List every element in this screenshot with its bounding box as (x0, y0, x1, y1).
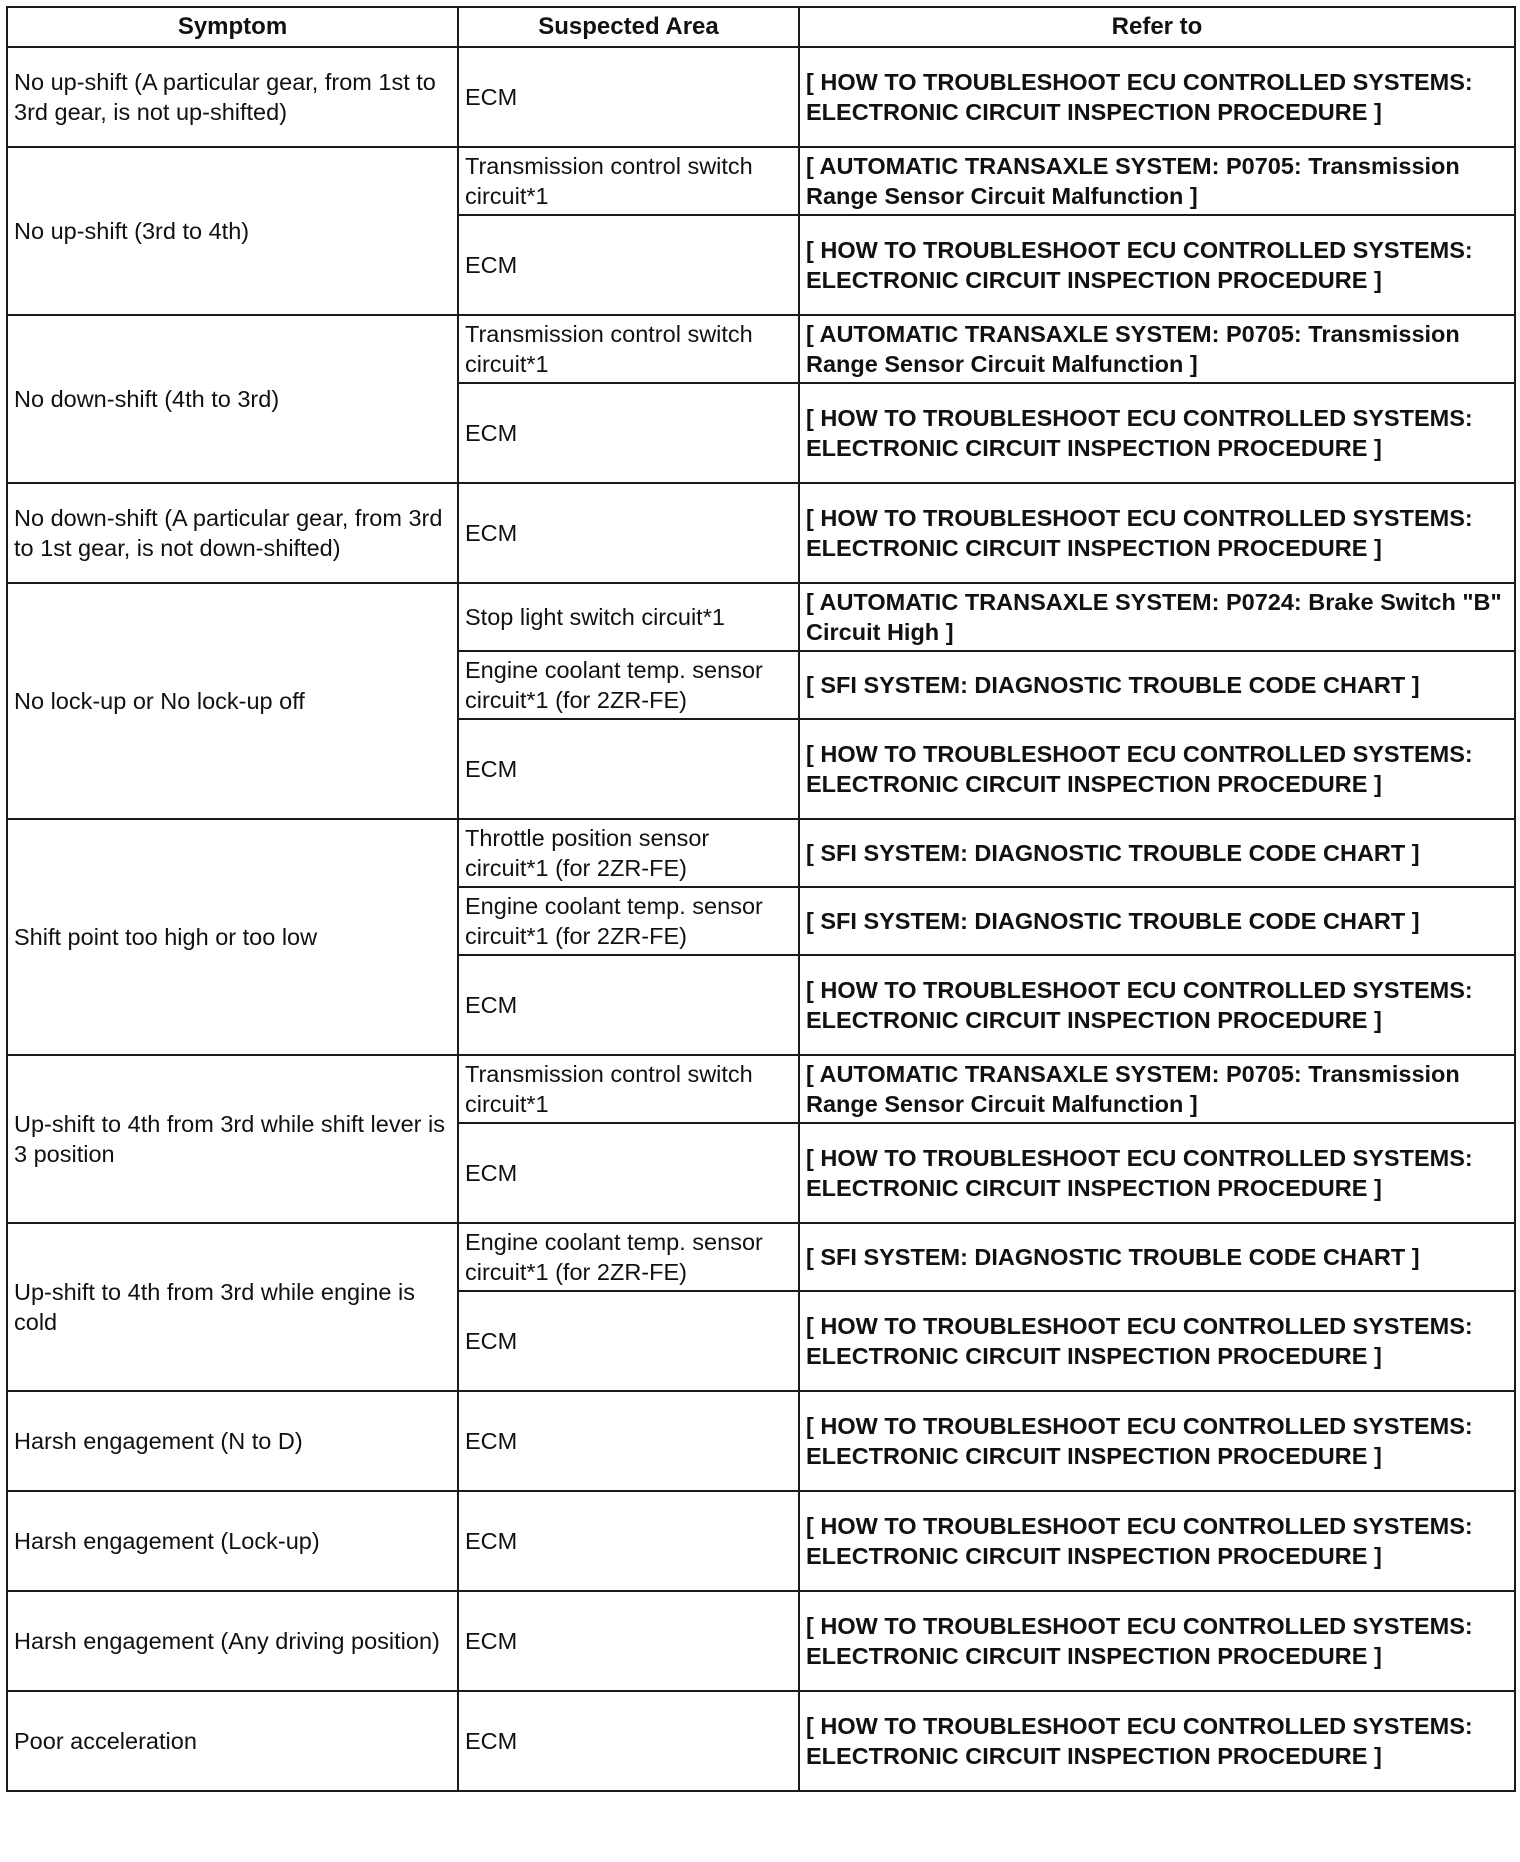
area-cell: Engine coolant temp. sensor circuit*1 (for 2ZR-FE) (458, 887, 799, 955)
area-cell: ECM (458, 1691, 799, 1791)
table-row (7, 1223, 1515, 1291)
area-cell: ECM (458, 1491, 799, 1591)
refer-cell: [ SFI SYSTEM: DIAGNOSTIC TROUBLE CODE CHART ] (799, 1223, 1515, 1291)
table-row (7, 1491, 1515, 1591)
document-page (6, 6, 1516, 1792)
symptom-cell: Up-shift to 4th from 3rd while engine is cold (7, 1223, 458, 1391)
refer-cell: [ SFI SYSTEM: DIAGNOSTIC TROUBLE CODE CHART ] (799, 651, 1515, 719)
table-row (7, 47, 1515, 147)
refer-cell: [ HOW TO TROUBLESHOOT ECU CONTROLLED SYSTEMS: ELECTRONIC CIRCUIT INSPECTION PROCEDURE ] (799, 1123, 1515, 1223)
area-cell: ECM (458, 383, 799, 483)
header-symptom: Symptom (7, 7, 458, 47)
symptom-cell: No up-shift (A particular gear, from 1st to 3rd gear, is not up-shifted) (7, 47, 458, 147)
table-row (7, 1055, 1515, 1123)
troubleshooting-table (6, 6, 1516, 1792)
header-suspected-area: Suspected Area (458, 7, 799, 47)
area-cell: ECM (458, 955, 799, 1055)
refer-cell: [ AUTOMATIC TRANSAXLE SYSTEM: P0705: Transmission Range Sensor Circuit Malfunction ] (799, 315, 1515, 383)
table-row (7, 1691, 1515, 1791)
symptom-cell: Shift point too high or too low (7, 819, 458, 1055)
refer-cell: [ HOW TO TROUBLESHOOT ECU CONTROLLED SYSTEMS: ELECTRONIC CIRCUIT INSPECTION PROCEDURE ] (799, 47, 1515, 147)
area-cell: Transmission control switch circuit*1 (458, 315, 799, 383)
area-cell: ECM (458, 1291, 799, 1391)
refer-cell: [ HOW TO TROUBLESHOOT ECU CONTROLLED SYSTEMS: ELECTRONIC CIRCUIT INSPECTION PROCEDURE ] (799, 1491, 1515, 1591)
refer-cell: [ HOW TO TROUBLESHOOT ECU CONTROLLED SYSTEMS: ELECTRONIC CIRCUIT INSPECTION PROCEDURE ] (799, 1291, 1515, 1391)
table-row (7, 583, 1515, 651)
area-cell: Transmission control switch circuit*1 (458, 1055, 799, 1123)
symptom-cell: Up-shift to 4th from 3rd while shift lever is 3 position (7, 1055, 458, 1223)
area-cell: ECM (458, 1591, 799, 1691)
refer-cell: [ HOW TO TROUBLESHOOT ECU CONTROLLED SYSTEMS: ELECTRONIC CIRCUIT INSPECTION PROCEDURE ] (799, 1591, 1515, 1691)
refer-cell: [ HOW TO TROUBLESHOOT ECU CONTROLLED SYSTEMS: ELECTRONIC CIRCUIT INSPECTION PROCEDURE ] (799, 483, 1515, 583)
symptom-cell: No down-shift (A particular gear, from 3rd to 1st gear, is not down-shifted) (7, 483, 458, 583)
area-cell: ECM (458, 483, 799, 583)
refer-cell: [ AUTOMATIC TRANSAXLE SYSTEM: P0705: Transmission Range Sensor Circuit Malfunction ] (799, 147, 1515, 215)
refer-cell: [ HOW TO TROUBLESHOOT ECU CONTROLLED SYSTEMS: ELECTRONIC CIRCUIT INSPECTION PROCEDURE ] (799, 955, 1515, 1055)
area-cell: Transmission control switch circuit*1 (458, 147, 799, 215)
table-row (7, 1591, 1515, 1691)
table-row (7, 147, 1515, 215)
refer-cell: [ AUTOMATIC TRANSAXLE SYSTEM: P0705: Transmission Range Sensor Circuit Malfunction ] (799, 1055, 1515, 1123)
area-cell: Engine coolant temp. sensor circuit*1 (for 2ZR-FE) (458, 651, 799, 719)
header-row (7, 7, 1515, 47)
refer-cell: [ HOW TO TROUBLESHOOT ECU CONTROLLED SYSTEMS: ELECTRONIC CIRCUIT INSPECTION PROCEDURE ] (799, 215, 1515, 315)
area-cell: ECM (458, 47, 799, 147)
refer-cell: [ HOW TO TROUBLESHOOT ECU CONTROLLED SYSTEMS: ELECTRONIC CIRCUIT INSPECTION PROCEDURE ] (799, 719, 1515, 819)
symptom-cell: Harsh engagement (Any driving position) (7, 1591, 458, 1691)
refer-cell: [ AUTOMATIC TRANSAXLE SYSTEM: P0724: Brake Switch "B" Circuit High ] (799, 583, 1515, 651)
symptom-cell: Poor acceleration (7, 1691, 458, 1791)
refer-cell: [ HOW TO TROUBLESHOOT ECU CONTROLLED SYSTEMS: ELECTRONIC CIRCUIT INSPECTION PROCEDURE ] (799, 383, 1515, 483)
symptom-cell: No down-shift (4th to 3rd) (7, 315, 458, 483)
area-cell: Throttle position sensor circuit*1 (for 2ZR-FE) (458, 819, 799, 887)
area-cell: ECM (458, 719, 799, 819)
table-row (7, 1391, 1515, 1491)
refer-cell: [ SFI SYSTEM: DIAGNOSTIC TROUBLE CODE CHART ] (799, 887, 1515, 955)
symptom-cell: Harsh engagement (Lock-up) (7, 1491, 458, 1591)
area-cell: ECM (458, 1123, 799, 1223)
area-cell: ECM (458, 1391, 799, 1491)
table-row (7, 819, 1515, 887)
area-cell: ECM (458, 215, 799, 315)
symptom-cell: No up-shift (3rd to 4th) (7, 147, 458, 315)
refer-cell: [ SFI SYSTEM: DIAGNOSTIC TROUBLE CODE CHART ] (799, 819, 1515, 887)
area-cell: Stop light switch circuit*1 (458, 583, 799, 651)
symptom-cell: Harsh engagement (N to D) (7, 1391, 458, 1491)
area-cell: Engine coolant temp. sensor circuit*1 (for 2ZR-FE) (458, 1223, 799, 1291)
header-refer-to: Refer to (799, 7, 1515, 47)
table-row (7, 315, 1515, 383)
refer-cell: [ HOW TO TROUBLESHOOT ECU CONTROLLED SYSTEMS: ELECTRONIC CIRCUIT INSPECTION PROCEDURE ] (799, 1391, 1515, 1491)
refer-cell: [ HOW TO TROUBLESHOOT ECU CONTROLLED SYSTEMS: ELECTRONIC CIRCUIT INSPECTION PROCEDURE ] (799, 1691, 1515, 1791)
table-row (7, 483, 1515, 583)
symptom-cell: No lock-up or No lock-up off (7, 583, 458, 819)
